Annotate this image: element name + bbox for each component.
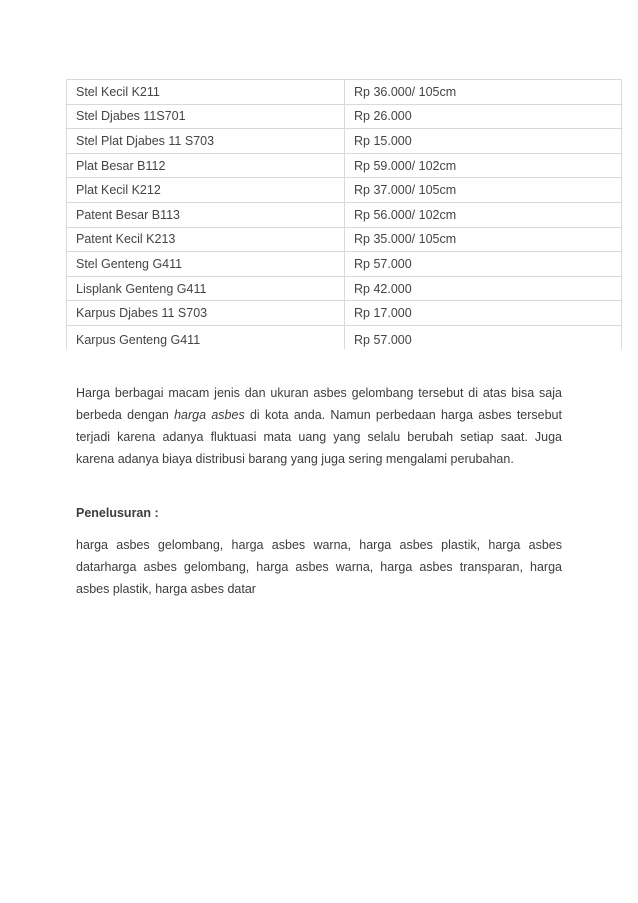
product-price-cell: Rp 15.000 (345, 129, 622, 154)
product-name-cell: Karpus Djabes 11 S703 (67, 301, 345, 326)
product-price-cell: Rp 35.000/ 105cm (345, 227, 622, 252)
paragraph-text: di kota anda. Namun perbedaan harga asbes tersebut terjadi karena adanya fluktuasi mata uang yang selalu berubah setiap saat. Juga karena adanya biaya distribusi barang yang juga sering mengalami perubahan. (76, 408, 562, 466)
price-table (66, 79, 622, 349)
product-price-cell: Rp 56.000/ 102cm (345, 202, 622, 227)
table-row (67, 129, 622, 154)
table-row (67, 276, 622, 301)
paragraph-text: Harga berbagai macam jenis dan ukuran asbes gelombang tersebut di atas bisa saja berbeda dengan (76, 386, 562, 422)
emphasized-keyword: harga asbes (174, 408, 245, 422)
product-name-cell: Patent Besar B113 (67, 202, 345, 227)
search-section-heading: Penelusuran : (76, 506, 159, 520)
product-name-cell: Patent Kecil K213 (67, 227, 345, 252)
product-name-cell: Plat Kecil K212 (67, 178, 345, 203)
table-row (67, 104, 622, 129)
table-row (67, 301, 622, 326)
product-price-cell: Rp 37.000/ 105cm (345, 178, 622, 203)
product-price-cell: Rp 17.000 (345, 301, 622, 326)
product-name-cell: Stel Genteng G411 (67, 252, 345, 277)
product-name-cell: Lisplank Genteng G411 (67, 276, 345, 301)
search-keywords-paragraph: harga asbes gelombang, harga asbes warna, harga asbes plastik, harga asbes datarharga asbes gelombang, harga asbes warna, harga asbes transparan, harga asbes plastik, harga asbes datar (76, 538, 562, 596)
product-name-cell: Plat Besar B112 (67, 153, 345, 178)
product-name-cell: Stel Djabes 11S701 (67, 104, 345, 129)
product-price-cell: Rp 59.000/ 102cm (345, 153, 622, 178)
table-row (67, 178, 622, 203)
product-name-cell: Stel Kecil K211 (67, 80, 345, 105)
table-row (67, 80, 622, 105)
table-row (67, 325, 622, 349)
product-price-cell: Rp 26.000 (345, 104, 622, 129)
product-price-cell: Rp 57.000 (345, 325, 622, 349)
table-row (67, 252, 622, 277)
product-price-cell: Rp 42.000 (345, 276, 622, 301)
product-price-cell: Rp 36.000/ 105cm (345, 80, 622, 105)
table-row (67, 153, 622, 178)
price-note-paragraph (76, 382, 562, 470)
table-row (67, 202, 622, 227)
table-row (67, 227, 622, 252)
product-name-cell: Stel Plat Djabes 11 S703 (67, 129, 345, 154)
product-price-cell: Rp 57.000 (345, 252, 622, 277)
product-name-cell: Karpus Genteng G411 (67, 325, 345, 349)
